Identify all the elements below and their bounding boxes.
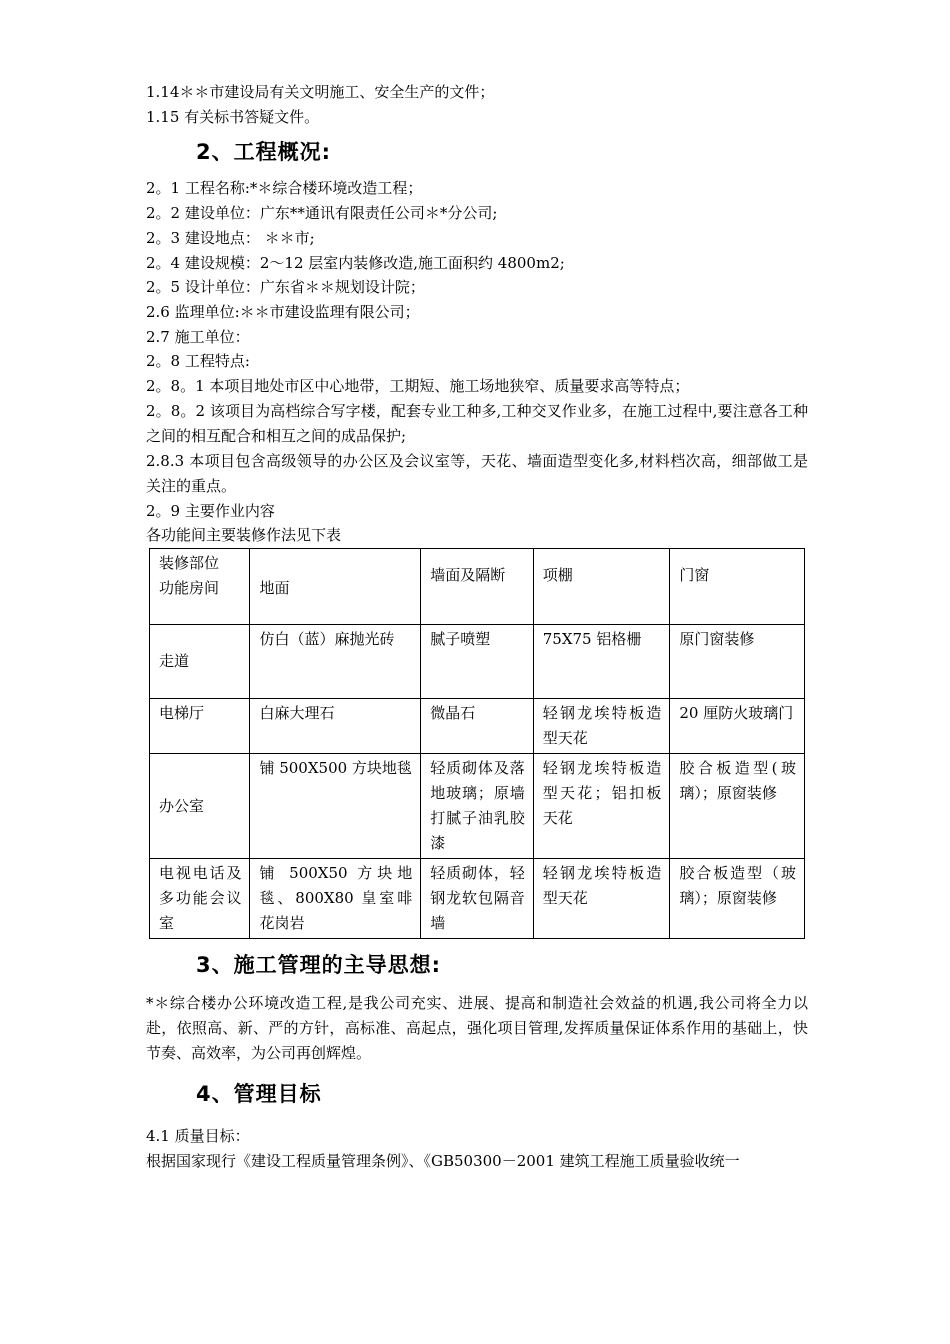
table-row <box>150 625 805 699</box>
row-floor: 白麻大理石 <box>250 699 421 754</box>
row-room: 电视电话及多功能会议室 <box>150 859 250 939</box>
table-row <box>150 859 805 939</box>
row-wall: 轻质砌体，轻钢龙软包隔音墙 <box>421 859 534 939</box>
row-wall: 轻质砌体及落地玻璃；原墙打腻子油乳胶漆 <box>421 754 534 859</box>
clause-2-3: 2。3 建设地点： ＊＊市; <box>146 228 315 247</box>
clause-2-5: 2。5 设计单位：广东省＊＊规划设计院； <box>146 278 425 297</box>
row-door: 原门窗装修 <box>670 625 805 699</box>
table-caption: 各功能间主要装修作法见下表 <box>146 526 342 545</box>
table-row <box>150 754 805 859</box>
row-ceiling: 75X75 铝格栅 <box>533 625 670 699</box>
section-3-paragraph: *＊综合楼办公环境改造工程,是我公司充实、进展、提高和制造社会效益的机遇,我公司将全力以赴，依照高、新、严的方针，高标准、高起点，强化项目管理,发挥质量保证体系作用的基础上，快节奏、高效率，为公司再创辉煌。 <box>146 994 808 1063</box>
clause-2-9: 2。9 主要作业内容 <box>146 501 275 520</box>
header-ceiling: 项棚 <box>533 549 670 625</box>
row-ceiling: 轻钢龙埃特板造型天花；铝扣板天花 <box>533 754 670 859</box>
section-2-heading: 2、工程概况: <box>196 140 332 165</box>
row-floor: 铺 500X50 方块地毯、800X80 皇室啡花岗岩 <box>250 859 421 939</box>
header-corner-cell <box>150 549 250 625</box>
clause-2-8-1: 2。8。1 本项目地处市区中心地带，工期短、施工场地狭窄、质量要求高等特点； <box>146 377 690 396</box>
section-3-heading: 3、施工管理的主导思想: <box>196 953 442 978</box>
clause-4-1: 4.1 质量目标： <box>146 1127 250 1146</box>
section-4-heading: 4、管理目标 <box>196 1082 322 1107</box>
row-door: 胶合板造型(玻璃）；原窗装修 <box>670 754 805 859</box>
clause-2-1: 2。1 工程名称:*＊综合楼环境改造工程； <box>146 179 423 198</box>
row-room: 办公室 <box>150 754 250 859</box>
document-page <box>146 80 808 1174</box>
header-floor: 地面 <box>250 549 421 625</box>
clause-1-15: 1.15 有关标书答疑文件。 <box>146 107 320 126</box>
row-room: 走道 <box>150 625 250 699</box>
row-floor: 铺 500X500 方块地毯 <box>250 754 421 859</box>
clause-1-14: 1.14＊＊市建设局有关文明施工、安全生产的文件； <box>146 83 495 101</box>
section-4-paragraph: 根据国家现行《建设工程质量管理条例》、《GB50300－2001 建筑工程施工质量验收统一 <box>146 1151 740 1170</box>
row-door: 20 厘防火玻璃门 <box>670 699 805 754</box>
header-wall: 墙面及隔断 <box>421 549 534 625</box>
row-door: 胶合板造型（玻璃）；原窗装修 <box>670 859 805 939</box>
clause-2-4: 2。4 建设规模：2～12 层室内装修改造,施工面积约 4800m2; <box>146 253 565 272</box>
clause-2-8: 2。8 工程特点: <box>146 352 250 371</box>
header-corner-bottom: 功能房间 <box>159 579 220 598</box>
row-room: 电梯厅 <box>150 699 250 754</box>
clause-2-2: 2。2 建设单位：广东**通讯有限责任公司＊*分公司; <box>146 204 498 223</box>
decoration-table <box>149 548 805 939</box>
row-wall: 腻子喷塑 <box>421 625 534 699</box>
row-wall: 微晶石 <box>421 699 534 754</box>
row-ceiling: 轻钢龙埃特板造型天花 <box>533 699 670 754</box>
row-floor: 仿白（蓝）麻抛光砖 <box>250 625 421 699</box>
clause-2-6: 2.6 监理单位:＊＊市建设监理有限公司； <box>146 302 420 321</box>
table-row <box>150 699 805 754</box>
clause-2-8-3: 2.8.3 本项目包含高级领导的办公区及会议室等，天花、墙面造型变化多,材料档次高，细部做工是关注的重点。 <box>146 451 808 495</box>
clause-2-8-2: 2。8。2 该项目为高档综合写字楼，配套专业工种多,工种交叉作业多，在施工过程中,要注意各工种之间的相互配合和相互之间的成品保护; <box>146 401 808 445</box>
table-header-row <box>150 549 805 625</box>
row-ceiling: 轻钢龙埃特板造型天花 <box>533 859 670 939</box>
header-door: 门窗 <box>670 549 805 625</box>
clause-2-7: 2.7 施工单位： <box>146 327 250 346</box>
header-corner-top: 装修部位 <box>159 554 220 573</box>
